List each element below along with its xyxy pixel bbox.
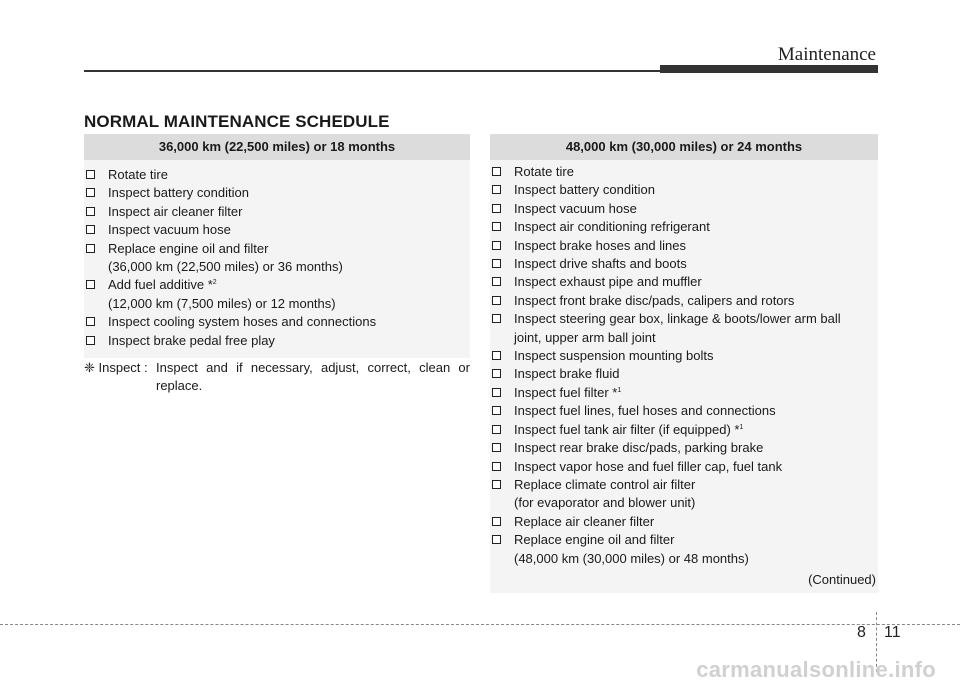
page-number: 11 <box>884 624 901 641</box>
list-item <box>490 347 878 365</box>
checklist <box>490 160 878 593</box>
list-item <box>490 292 878 310</box>
item-subtext: joint, upper arm ball joint <box>514 329 656 345</box>
checkbox-icon <box>492 259 501 268</box>
checkbox-icon <box>86 244 95 253</box>
checkbox-icon <box>492 517 501 526</box>
checkbox-icon <box>492 277 501 286</box>
schedule-column-48000 <box>490 134 878 593</box>
chapter-number: 8 <box>857 624 866 641</box>
checkbox-icon <box>86 280 95 289</box>
item-text: Inspect fuel tank air filter (if equipped) * <box>514 421 740 437</box>
item-text: Replace air cleaner filter <box>514 513 655 529</box>
item-text: Replace climate control air filter <box>514 476 696 492</box>
checkbox-icon <box>492 351 501 360</box>
item-text: Inspect battery condition <box>514 182 655 198</box>
note-text: Inspect and if necessary, adjust, correct, clean or replace. <box>156 360 470 393</box>
footnote-marker: 1 <box>739 423 744 431</box>
item-text: Inspect front brake disc/pads, calipers and rotors <box>514 292 795 308</box>
item-text: Inspect cooling system hoses and connections <box>108 314 377 330</box>
schedule-column-36000 <box>84 134 470 358</box>
item-text: Inspect fuel lines, fuel hoses and connections <box>514 403 776 419</box>
page-header-title: Maintenance <box>777 44 876 65</box>
list-item <box>490 255 878 273</box>
item-text: Inspect brake hoses and lines <box>514 237 686 253</box>
item-text: Inspect drive shafts and boots <box>514 256 687 272</box>
item-text: Inspect vacuum hose <box>514 200 637 216</box>
checkbox-icon <box>492 480 501 489</box>
footer-dashed-line <box>0 624 960 625</box>
list-item <box>84 240 470 258</box>
list-item <box>490 458 878 476</box>
list-item <box>84 332 470 350</box>
checklist <box>84 160 470 358</box>
list-item <box>490 476 878 494</box>
list-item <box>490 163 878 181</box>
item-text: Inspect brake pedal free play <box>108 332 275 348</box>
continued-label: (Continued) <box>808 572 876 587</box>
header-rule-thin <box>84 70 660 72</box>
header-rule-thick <box>660 65 878 73</box>
item-text: Inspect air conditioning refrigerant <box>514 219 710 235</box>
item-text: Inspect air cleaner filter <box>108 203 243 219</box>
note-label: ❈ Inspect : <box>84 360 148 375</box>
item-subtext: (48,000 km (30,000 miles) or 48 months) <box>514 550 749 566</box>
checkbox-icon <box>492 204 501 213</box>
item-text: Inspect exhaust pipe and muffler <box>514 274 702 290</box>
list-item <box>84 184 470 202</box>
item-text: Add fuel additive * <box>108 277 213 293</box>
item-text: Inspect suspension mounting bolts <box>514 348 714 364</box>
item-text: Inspect fuel filter * <box>514 384 618 400</box>
checkbox-icon <box>492 314 501 323</box>
item-subtext: (36,000 km (22,500 miles) or 36 months) <box>108 259 343 275</box>
checkbox-icon <box>492 535 501 544</box>
checkbox-icon <box>492 388 501 397</box>
item-text: Inspect rear brake disc/pads, parking brake <box>514 440 764 456</box>
checkbox-icon <box>492 296 501 305</box>
checkbox-icon <box>492 462 501 471</box>
list-item <box>490 200 878 218</box>
checkbox-icon <box>492 167 501 176</box>
checkbox-icon <box>86 317 95 326</box>
footnote-marker: 2 <box>212 279 217 287</box>
list-item <box>490 181 878 199</box>
checkbox-icon <box>492 406 501 415</box>
checkbox-icon <box>86 170 95 179</box>
list-item <box>490 310 878 328</box>
item-text: Replace engine oil and filter <box>108 240 269 256</box>
list-item <box>84 313 470 331</box>
item-text: Inspect vapor hose and fuel filler cap, fuel tank <box>514 458 783 474</box>
column-heading: 36,000 km (22,500 miles) or 18 months <box>84 134 470 160</box>
item-text: Rotate tire <box>514 164 574 179</box>
list-item <box>490 402 878 420</box>
section-title: NORMAL MAINTENANCE SCHEDULE <box>84 112 390 131</box>
list-item <box>490 273 878 291</box>
list-item <box>490 421 878 439</box>
checkbox-icon <box>492 241 501 250</box>
list-item <box>490 365 878 383</box>
checkbox-icon <box>492 185 501 194</box>
list-item <box>490 237 878 255</box>
checkbox-icon <box>86 225 95 234</box>
list-item <box>490 531 878 549</box>
checkbox-icon <box>492 222 501 231</box>
list-item <box>84 203 470 221</box>
checkbox-icon <box>86 336 95 345</box>
item-text: Inspect vacuum hose <box>108 222 231 238</box>
item-text: Replace engine oil and filter <box>514 532 675 548</box>
checkbox-icon <box>492 425 501 434</box>
column-heading: 48,000 km (30,000 miles) or 24 months <box>490 134 878 160</box>
list-item <box>84 221 470 239</box>
item-subtext: (for evaporator and blower unit) <box>514 495 696 511</box>
list-item <box>84 276 470 294</box>
item-text: Inspect steering gear box, linkage & boots/lower arm ball <box>514 311 841 327</box>
item-text: Inspect brake fluid <box>514 366 620 382</box>
list-item <box>84 166 470 184</box>
watermark: carmanualsonline.info <box>696 657 936 682</box>
item-subtext: (12,000 km (7,500 miles) or 12 months) <box>108 295 336 311</box>
checkbox-icon <box>86 207 95 216</box>
list-item <box>490 218 878 236</box>
checkbox-icon <box>492 369 501 378</box>
footnote-marker: 1 <box>617 386 622 394</box>
list-item <box>490 513 878 531</box>
item-text: Rotate tire <box>108 167 168 182</box>
list-item <box>490 439 878 457</box>
checkbox-icon <box>492 443 501 452</box>
list-item <box>490 384 878 402</box>
inspect-note <box>84 359 470 395</box>
checkbox-icon <box>86 188 95 197</box>
item-text: Inspect battery condition <box>108 185 249 201</box>
